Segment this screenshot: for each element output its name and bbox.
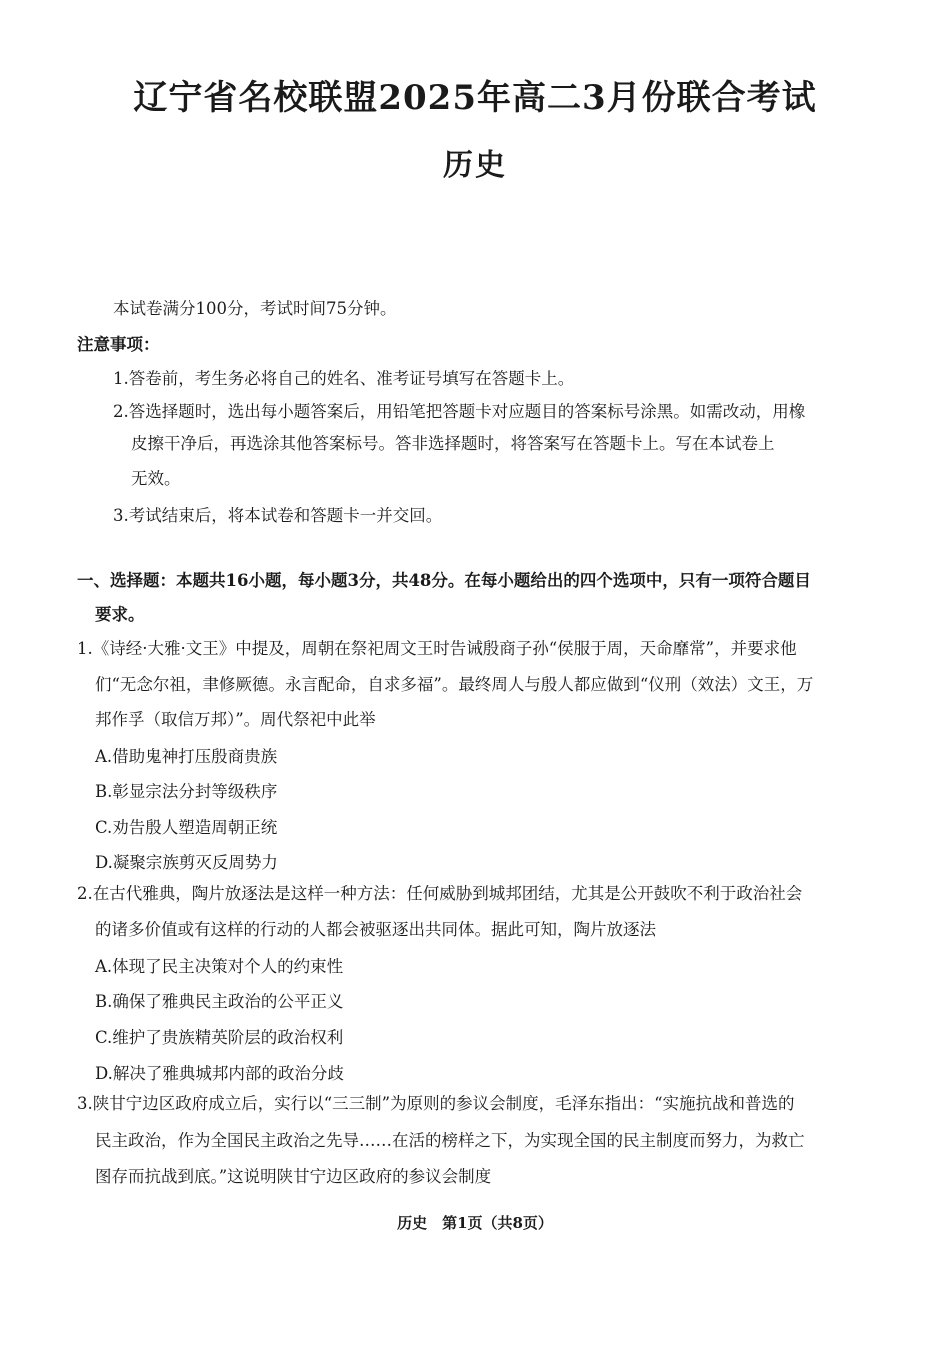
exam-title: 辽宁省名校联盟2025年高二3月份联合考试	[133, 78, 817, 118]
question-2-stem: 的诸多价值或有这样的行动的人都会被驱逐出共同体。据此可知，陶片放逐法	[95, 920, 656, 939]
note-item-continued: 皮擦干净后，再选涂其他答案标号。答非选择题时，将答案写在答题卡上。写在本试卷上	[131, 434, 775, 453]
question-2-option-c: C.维护了贵族精英阶层的政治权利	[95, 1028, 344, 1047]
note-item: 3.考试结束后，将本试卷和答题卡一并交回。	[113, 506, 443, 525]
section-heading: 一、选择题：本题共16小题，每小题3分，共48分。在每小题给出的四个选项中，只有一项符合题目	[77, 571, 811, 590]
question-2-option-d: D.解决了雅典城邦内部的政治分歧	[95, 1064, 344, 1083]
intro-text: 本试卷满分100分，考试时间75分钟。	[113, 299, 397, 318]
question-2-option-a: A.体现了民主决策对个人的约束性	[95, 957, 344, 976]
note-item-continued: 无效。	[131, 469, 181, 488]
page-footer: 历史 第1页（共8页）	[397, 1214, 553, 1232]
question-1-stem: 邦作孚（取信万邦）”。周代祭祀中此举	[95, 710, 376, 729]
question-1-option-b: B.彰显宗法分封等级秩序	[95, 782, 278, 801]
question-3-stem: 图存而抗战到底。”这说明陕甘宁边区政府的参议会制度	[95, 1167, 492, 1186]
question-3-stem: 民主政治，作为全国民主政治之先导……在活的榜样之下，为实现全国的民主制度而努力，为救亡	[95, 1131, 805, 1150]
question-2-stem: 2.在古代雅典，陶片放逐法是这样一种方法：任何威胁到城邦团结，尤其是公开鼓吹不利于政治社会	[77, 884, 803, 903]
question-1-option-a: A.借助鬼神打压殷商贵族	[95, 747, 278, 766]
question-1-option-d: D.凝聚宗族剪灭反周势力	[95, 853, 278, 872]
question-1-stem: 1.《诗经·大雅·文王》中提及，周朝在祭祀周文王时告诫殷商子孙“侯服于周，天命靡常”，并要求他	[77, 639, 797, 658]
question-1-option-c: C.劝告殷人塑造周朝正统	[95, 818, 278, 837]
question-1-stem: 们“无念尔祖，聿修厥德。永言配命，自求多福”。最终周人与殷人都应做到“仪刑（效法）文王，万	[95, 675, 814, 694]
section-heading-continued: 要求。	[95, 605, 145, 624]
subject-title: 历史	[443, 148, 507, 183]
question-2-option-b: B.确保了雅典民主政治的公平正义	[95, 992, 344, 1011]
question-3-stem: 3.陕甘宁边区政府成立后，实行以“三三制”为原则的参议会制度，毛泽东指出：“实施抗战和普选的	[77, 1094, 795, 1113]
notes-heading: 注意事项：	[77, 335, 160, 354]
note-item: 2.答选择题时，选出每小题答案后，用铅笔把答题卡对应题目的答案标号涂黑。如需改动，用橡	[113, 402, 806, 421]
note-item: 1.答卷前，考生务必将自己的姓名、准考证号填写在答题卡上。	[113, 369, 575, 388]
